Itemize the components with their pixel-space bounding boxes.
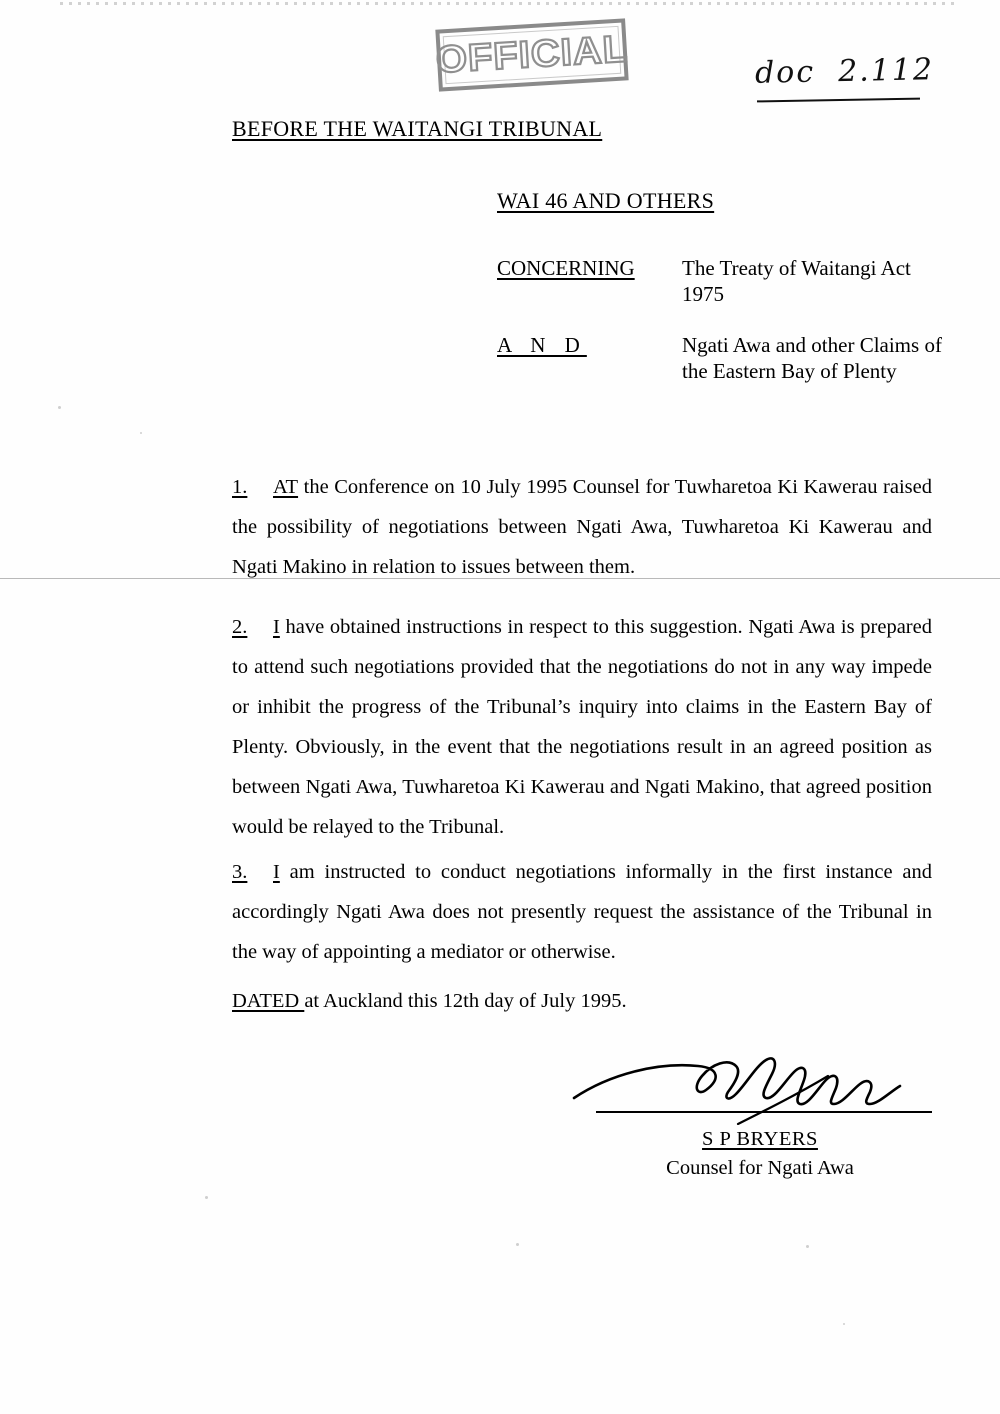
party-label-and [497,333,682,358]
party-row [497,256,942,307]
paragraph-2 [232,608,932,848]
handwritten-doc-number: doc 2.112 [754,52,935,91]
paragraph-3 [232,853,932,973]
signatory-role: Counsel for Ngati Awa [666,1157,854,1179]
paragraph-2-body: have obtained instructions in respect to this suggestion. Ngati Awa is prepared to attend such negotiations provided that the negotiations do not in any way impede or inhibit the progress of the Tribunal’s inquiry into claims in the Eastern Bay of Plenty. Obviously, in the event that the negotiations result in an agreed position as between Ngati Awa, Tuwharetoa Ki Kawerau and Ngati Makino, that agreed position would be relayed to the Tribunal. [232,616,932,838]
party-value-concerning: The Treaty of Waitangi Act 1975 [682,256,911,306]
official-stamp [435,18,628,91]
scan-speck [843,1323,845,1325]
paragraph-3-body: am instructed to conduct negotiations informally in the first instance and accordingly Ngati Awa does not presently request the assistance of the Tribunal in the way of appointing a mediator or otherwise. [232,861,932,963]
dated-rest: at Auckland this 12th day of July 1995. [304,990,627,1012]
paragraph-1-lead: 1. AT [232,476,299,498]
party-value-and: Ngati Awa and other Claims of the Eastern Bay of Plenty [682,333,942,383]
stamp-label: OFFICIAL [434,27,630,82]
handwritten-underline [757,98,920,103]
party-row [497,333,942,384]
party-label-text: CONCERNING [497,256,635,280]
paragraph-1-body: the Conference on 10 July 1995 Counsel for Tuwharetoa Ki Kawerau raised the possibility of negotiations between Ngati Awa, Tuwharetoa Ki Kawerau and Ngati Makino in relation to issues between them. [232,476,932,578]
scan-speck [140,432,142,434]
scan-speck [205,1196,208,1199]
party-label-text: A N D [497,333,587,358]
signatory-name [560,1128,960,1151]
parties-block [497,256,942,410]
paragraph-2-lead: 2. I [232,616,280,638]
case-heading [497,188,714,214]
tribunal-heading-text: BEFORE THE WAITANGI TRIBUNAL [232,116,603,141]
case-heading-text: WAI 46 AND OTHERS [497,188,715,213]
signatory-name-text: S P BRYERS [702,1128,818,1150]
scan-artifact-top-edge [60,2,960,5]
dated-keyword: DATED [232,990,305,1012]
paragraph-3-lead: 3. I [232,861,280,883]
scan-speck [58,406,61,409]
paragraph-1 [232,468,932,588]
dated-line [232,990,627,1013]
scan-speck [516,1243,519,1246]
signature-rule [596,1111,932,1113]
scan-speck [806,1245,809,1248]
party-label-concerning [497,256,682,281]
tribunal-heading [232,116,602,142]
